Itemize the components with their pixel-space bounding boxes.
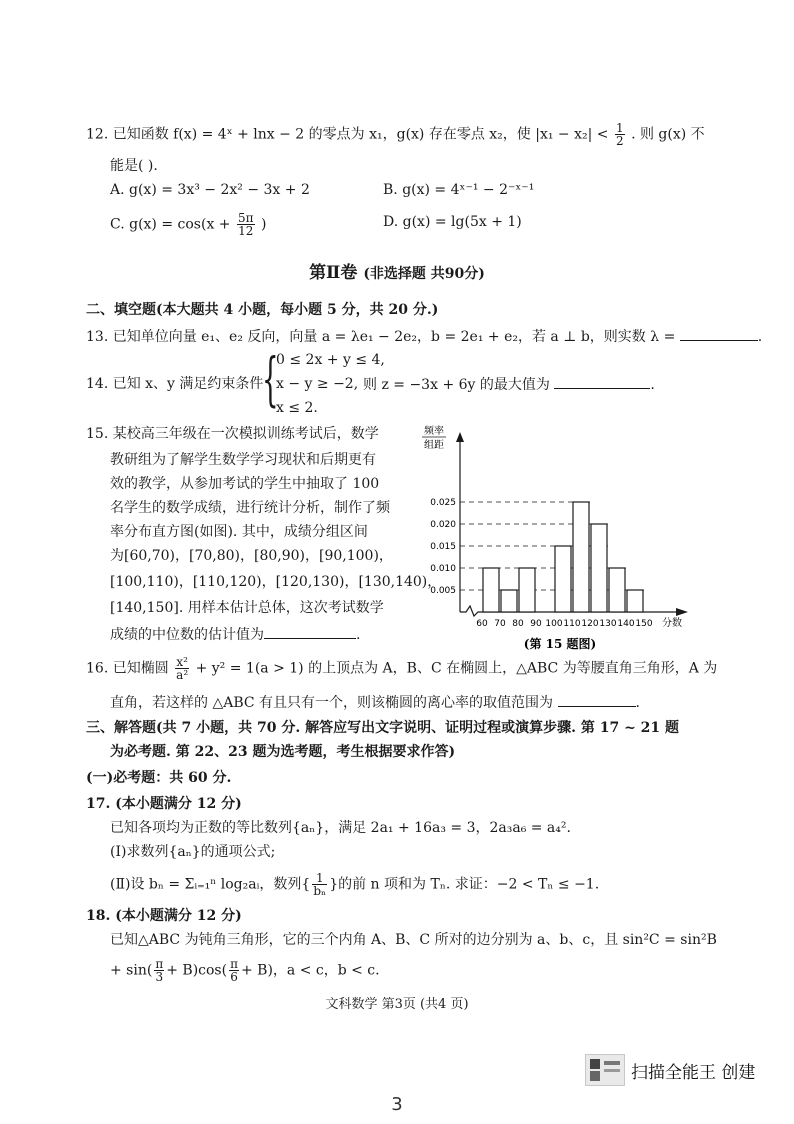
q12-option-d: D. g(x) = lg(5x + 1) [383,214,522,230]
part2-heading: 二、填空题(本大题共 4 小题，每小题 5 分，共 20 分.) [86,302,439,318]
q12-frac-num: 1 [615,121,624,135]
scanner-watermark [585,1054,775,1084]
q18-line2-text: + sin( [110,962,153,979]
q15-line-6: 为[60,70)，[70,80)，[80,90)，[90,100)， [110,548,393,564]
q12-option-c [110,212,266,237]
y-tick-label: 0.005 [430,586,456,596]
x-axis-arrow [676,608,688,616]
q14-constraint-3: x ≤ 2. [276,400,318,416]
chart-caption: (第 15 题图) [523,637,597,651]
q18-fraction-1 [154,958,164,983]
y-axis-arrow [456,432,464,442]
histogram-bar [555,546,571,612]
histogram-bar [609,568,625,612]
q15-line-5: 率分布直方图(如图). 其中，成绩分组区间 [110,524,368,540]
q14-constraint-2: x − y ≥ −2, [276,376,359,392]
q12-option-a: A. g(x) = 3x³ − 2x² − 3x + 2 [110,182,310,198]
q12-stem-tail: . 则 g(x) 不 [631,126,705,143]
x-tick-label: 70 [494,619,506,629]
q13-end: . [757,329,763,345]
q18-fraction-2 [229,958,239,983]
page-footer: 文科数学 第3页 (共4 页) [325,997,469,1012]
x-axis-label: 分数 [662,618,682,629]
q12-option-c-fraction [237,212,255,237]
q15-line-4: 名学生的数学成绩，进行统计分析，制作了频 [110,500,390,516]
q14-question-text: 则 z = −3x + 6y 的最大值为 [363,377,550,393]
q17-line3-tail: }的前 n 项和为 Tₙ. 求证：−2 < Tₙ ≤ −1. [329,876,600,893]
q15-question-text: 成绩的中位数的估计值为 [110,627,264,643]
q17-line2: (Ⅰ)求数列{aₙ}的通项公式; [110,844,276,860]
q12-option-b: B. g(x) = 4ˣ⁻¹ − 2⁻ˣ⁻¹ [383,182,535,198]
x-tick-label: 140 [617,619,635,629]
q15-answer-blank[interactable] [264,624,356,639]
q13-text: 13. 已知单位向量 e₁、e₂ 反向，向量 a = λe₁ − 2e₂，b = 2e₁ + e₂，若 a ⊥ b，则实数 λ = [86,329,676,345]
q17-line3-text: (Ⅱ)设 bₙ = Σᵢ₌₁ⁿ log₂aᵢ，数列{ [110,876,311,893]
q18-line2 [110,958,380,983]
part3-heading-1: 三、解答题(共 7 小题，共 70 分. 解答应写出文字说明、证明过程或演算步骤. 第 17 ~ 21 题 [86,720,680,736]
y-tick-label: 0.020 [430,520,456,530]
q12-option-c-den: 12 [238,224,254,238]
q12-frac-den: 2 [615,134,624,148]
histogram-bar [627,590,643,612]
histogram-bar [591,524,607,612]
q15-line-2: 教研组为了解学生数学学习现状和后期更有 [110,452,376,468]
q16-line1 [86,656,717,681]
q15-line-7: [100,110)，[110,120)，[120,130)，[130,140)， [110,574,442,590]
x-tick-label: 150 [635,619,653,629]
q16-frac-den: a² [176,668,189,682]
q16-answer-blank[interactable] [558,692,636,707]
histogram-bar [519,568,535,612]
q12-option-c-num: 5π [237,211,254,225]
y-tick-label: 0.025 [430,498,456,508]
q12-stem-text: 12. 已知函数 f(x) = 4ˣ + lnx − 2 的零点为 x₁，g(x) 存在零点 x₂，使 |x₁ − x₂| < [86,126,609,143]
x-tick-label: 110 [563,619,581,629]
q17-frac-den: bₙ [313,884,327,898]
x-tick-label: 100 [545,619,563,629]
q15-line-9 [110,624,360,645]
y-tick-label: 0.015 [430,542,456,552]
q16-line2 [110,692,640,713]
q13-answer-blank[interactable] [680,326,758,341]
qr-code-icon [585,1054,625,1086]
q14-answer-blank[interactable] [554,374,650,389]
q12-stem-line2: 能是( ). [110,158,158,174]
q12-option-c-text: C. g(x) = cos(x + [110,216,231,233]
q18-line2-tail: + B)，a < c，b < c. [240,962,380,979]
q16-frac-num: x² [176,655,188,669]
x-tick-label: 80 [512,619,524,629]
histogram-bar [501,590,517,612]
q14-brace: { [262,345,279,413]
x-tick-label: 60 [476,619,488,629]
histogram-bar [573,502,589,612]
q18-line1: 已知△ABC 为钝角三角形，它的三个内角 A、B、C 所对的边分别为 a、b、c，且 sin²C = sin²B [110,932,717,948]
q15-line-8: [140,150]. 用样本估计总体，这次考试数学 [110,600,384,616]
histogram-chart [410,422,700,654]
part3-heading-2: 为必考题. 第 22、23 题为选考题，考生根据要求作答) [110,744,456,760]
q12-option-c-close: ) [260,216,267,233]
section-title [0,258,794,283]
q13 [86,326,762,347]
q12-stem [86,122,705,147]
q16-text: 16. 已知椭圆 [86,660,169,677]
q16-line2-text: 直角，若这样的 △ABC 有且只有一个，则该椭圆的离心率的取值范围为 [110,695,554,711]
section-title-main: 第Ⅱ卷 [309,263,358,283]
y-label-top: 频率 [424,426,444,437]
q16-fraction [175,656,189,681]
q17-frac-num: 1 [312,872,327,885]
q17-head: 17. (本小题满分 12 分) [86,796,242,812]
page-number: 3 [391,1094,403,1115]
q18-frac2-num: π [230,957,238,971]
q15-line-3: 效的教学，从参加考试的学生中抽取了 100 [110,476,380,492]
brand-text: 扫描全能王 创建 [631,1063,756,1083]
q18-line2-mid: + B)cos( [166,962,228,979]
histogram-bar [483,568,499,612]
x-tick-label: 130 [599,619,617,629]
q18-frac1-num: π [155,957,164,971]
q17-fraction [312,872,327,897]
q14-constraint-1: 0 ≤ 2x + y ≤ 4, [276,352,385,368]
q18-frac1-den: 3 [155,970,164,984]
q14-stem: 14. 已知 x、y 满足约束条件 [86,376,264,392]
q18-head: 18. (本小题满分 12 分) [86,908,242,924]
y-label-bottom: 组距 [424,440,444,451]
q18-frac2-den: 6 [230,970,238,984]
q12-fraction [615,122,625,147]
part3-sub-heading: (一)必考题：共 60 分. [86,770,232,786]
y-tick-label: 0.010 [430,564,456,574]
x-tick-label: 90 [530,619,542,629]
q14-question [363,374,655,395]
x-tick-label: 120 [581,619,599,629]
section-title-sub: (非选择题 共90分) [363,266,485,282]
q16-end: . [635,695,640,711]
q17-line1: 已知各项均为正数的等比数列{aₙ}，满足 2a₁ + 16a₃ = 3，2a₃a₆ = a₄². [110,820,571,836]
q14-end: . [650,377,655,393]
q15-end: . [356,627,361,643]
q16-text-cont: + y² = 1(a > 1) 的上顶点为 A，B、C 在椭圆上，△ABC 为等腰直角三角形，A 为 [195,660,718,677]
q15-line-1: 15. 某校高三年级在一次模拟训练考试后，数学 [86,426,379,442]
q17-line3 [110,872,599,897]
